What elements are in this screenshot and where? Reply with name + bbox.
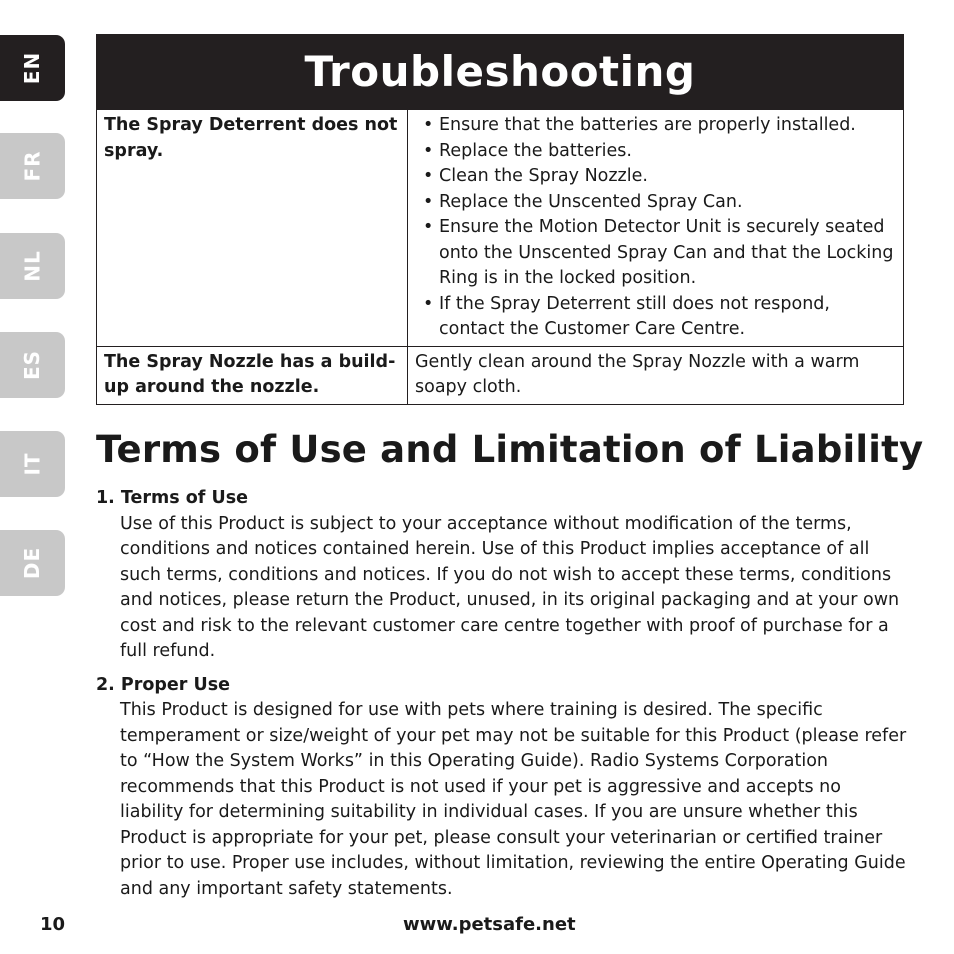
tab-es[interactable]	[0, 332, 65, 398]
term-body: This Product is designed for use with pets where training is desired. The specific temperament or size/weight of your pet may not be suitable for this Product (please refer to “How the System Works” in this Operating Guide). Radio Systems Corporation recommends that this Product is not used if your pet is aggressive and accepts no liability for determining suitability in individual cases. If you are unsure whether this Product is appropriate for your pet, please consult your veterinarian or certified trainer prior to use. Proper use includes, without limitation, reviewing the entire Operating Guide and any important safety statements.	[120, 700, 907, 899]
list-item: • If the Spray Deterrent still does not respond, contact the Customer Care Centre.	[415, 292, 896, 343]
terms-section	[96, 486, 908, 910]
tab-de[interactable]	[0, 530, 65, 596]
title-bar	[96, 34, 904, 109]
list-item: • Ensure the Motion Detector Unit is securely seated onto the Unscented Spray Can and that the Locking Ring is in the locked position.	[415, 215, 896, 292]
table-row	[97, 110, 904, 347]
tab-label: DE	[20, 546, 45, 580]
website-link[interactable]: www.petsafe.net	[403, 914, 576, 935]
page-title: Troubleshooting	[304, 47, 696, 96]
section-heading: Terms of Use and Limitation of Liability	[96, 428, 924, 471]
tab-label: NL	[20, 250, 45, 282]
tab-it[interactable]	[0, 431, 65, 497]
term-item	[96, 673, 908, 903]
list-item: • Clean the Spray Nozzle.	[415, 164, 896, 190]
list-item: • Replace the batteries.	[415, 139, 896, 165]
troubleshooting-table	[96, 109, 904, 405]
solution-cell	[408, 110, 904, 347]
tab-label: FR	[20, 150, 45, 182]
tab-fr[interactable]	[0, 133, 65, 199]
list-item: • Replace the Unscented Spray Can.	[415, 190, 896, 216]
term-item	[96, 486, 908, 665]
term-body: Use of this Product is subject to your acceptance without modification of the terms, conditions and notices contained herein. Use of this Product implies acceptance of all such terms, conditions and notices. If you do not wish to accept these terms, conditions and notices, please return the Product, unused, in its original packaging and at your own cost and risk to the relevant customer care centre together with proof of purchase for a full refund.	[120, 513, 900, 661]
solution-cell: Gently clean around the Spray Nozzle with a warm soapy cloth.	[408, 346, 904, 404]
solution-list	[415, 113, 896, 343]
tab-label: IT	[20, 452, 45, 476]
tab-label: ES	[20, 349, 45, 381]
term-heading: 2. Proper Use	[96, 674, 231, 695]
tab-nl[interactable]	[0, 233, 65, 299]
page-number: 10	[40, 914, 66, 935]
tab-en[interactable]	[0, 35, 65, 101]
problem-cell: The Spray Nozzle has a build-up around the nozzle.	[97, 346, 408, 404]
term-heading: 1. Terms of Use	[96, 488, 248, 508]
table-row	[97, 346, 904, 404]
tab-label: EN	[20, 51, 45, 85]
problem-cell: The Spray Deterrent does not spray.	[97, 110, 408, 347]
list-item: • Ensure that the batteries are properly installed.	[415, 113, 896, 139]
